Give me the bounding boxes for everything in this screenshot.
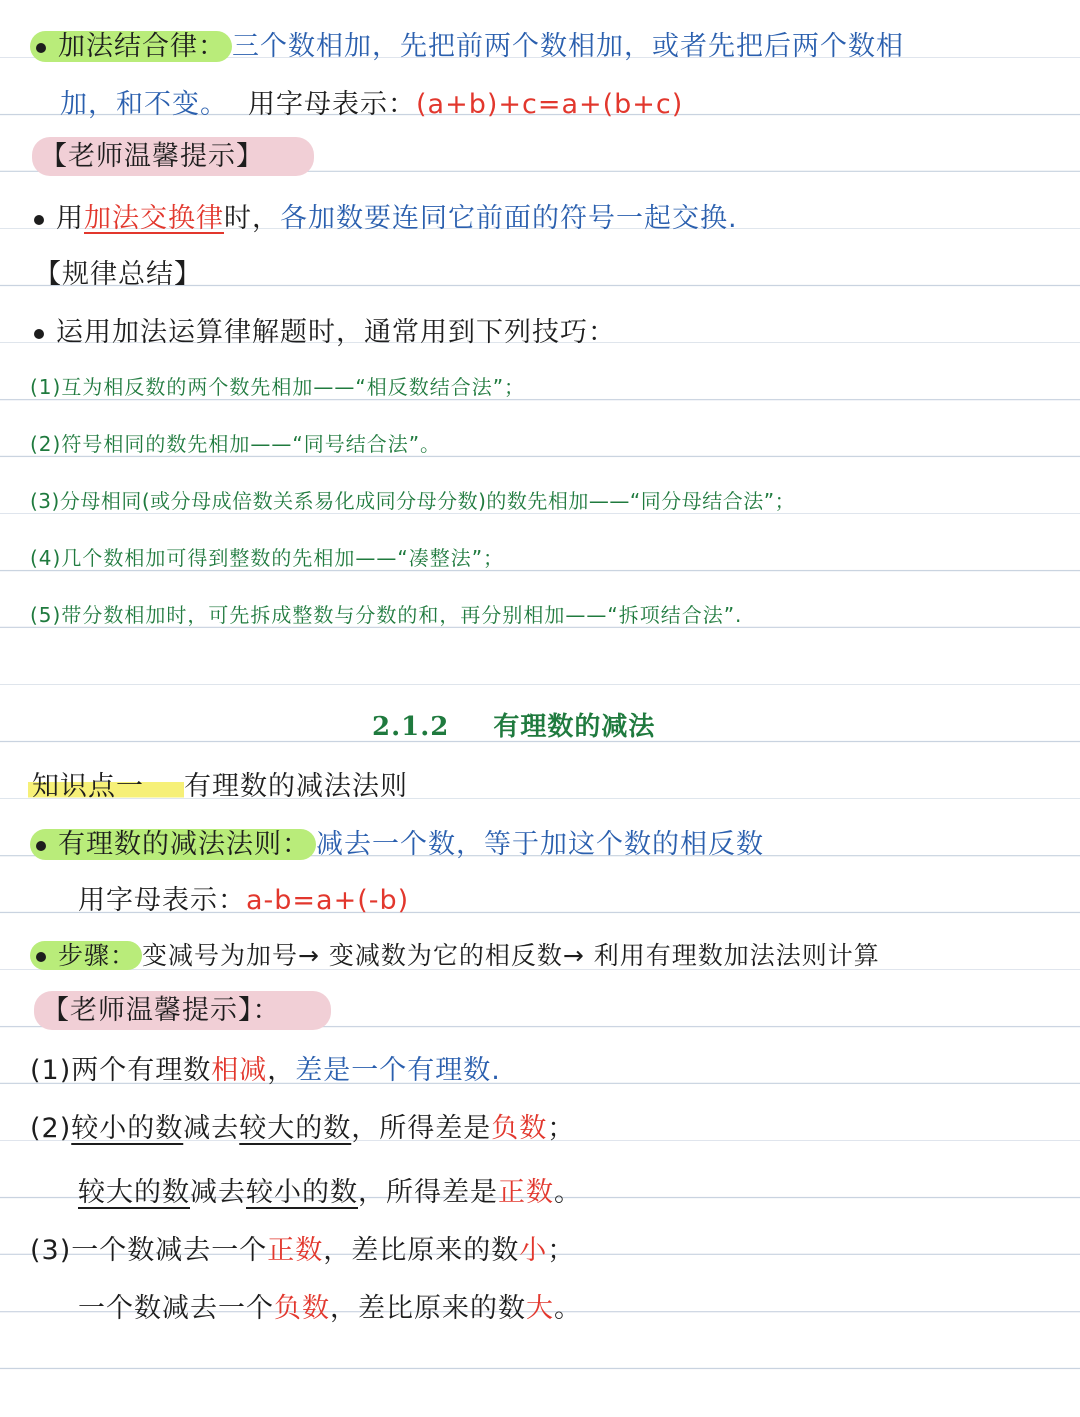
sub-letter-line — [78, 878, 409, 917]
summary-intro: 运用加法运算律解题时，通常用到下列技巧： — [56, 317, 616, 348]
tip-title-line — [32, 134, 314, 173]
point2b-result: ，所得差是 — [358, 1177, 498, 1208]
section-number: 2.1.2 — [372, 712, 450, 742]
point3-end: ； — [547, 1235, 576, 1266]
point2-negative: 负数 — [491, 1113, 548, 1144]
sub-rule-line — [30, 822, 764, 861]
assoc-law-title: 加法结合律： — [58, 31, 226, 62]
tip-highlight: 加法交换律 — [84, 203, 224, 234]
summary-intro-line — [34, 310, 616, 349]
tip-mid: 时， — [224, 203, 280, 234]
point1-line — [30, 1048, 501, 1087]
assoc-law-desc: 三个数相加，先把前两个数相加，或者先把后两个数相 — [232, 31, 904, 62]
point2b-line — [78, 1170, 582, 1209]
tip-item: (1)互为相反数的两个数先相加——“相反数结合法”； — [30, 375, 526, 399]
point1-text: (1)两个有理数 — [30, 1055, 212, 1086]
steps-title: 步骤： — [58, 941, 137, 970]
assoc-letter-label: 用字母表示： — [248, 89, 416, 120]
point1-red: 相减 — [211, 1055, 268, 1086]
tip-item: (5)带分数相加时，可先拆成整数与分数的和，再分别相加——“拆项结合法”. — [30, 603, 743, 627]
knowledge-point-label: 知识点一 — [28, 771, 184, 802]
assoc-law-line — [30, 24, 904, 63]
summary-title-line — [34, 252, 202, 291]
point2b-end: 。 — [554, 1177, 582, 1208]
sub-rule-desc: 减去一个数，等于加这个数的相反数 — [316, 829, 764, 860]
knowledge-point-title: 有理数的减法法则 — [184, 771, 408, 802]
point2b-positive: 正数 — [498, 1177, 554, 1208]
tip-title: 【老师温馨提示】 — [32, 137, 314, 176]
bullet-icon — [34, 215, 44, 225]
point3b-larger: 大 — [526, 1293, 554, 1324]
point2-larger: 较大的数 — [239, 1113, 352, 1144]
tip-prefix: 用 — [56, 203, 84, 234]
point3b-compare: ，差比原来的数 — [330, 1293, 526, 1324]
steps-title-highlight — [30, 941, 142, 970]
section-heading — [372, 706, 655, 743]
point2-smaller: 较小的数 — [71, 1113, 184, 1144]
assoc-law-line2 — [60, 82, 683, 121]
steps-line — [30, 936, 880, 972]
steps-desc: 变减号为加号→ 变减数为它的相反数→ 利用有理数加法法则计算 — [142, 941, 880, 970]
point3b-line — [78, 1286, 582, 1325]
point2-end: ； — [547, 1113, 576, 1144]
tip-item: (2)符号相同的数先相加——“同号结合法”。 — [30, 432, 442, 456]
bullet-icon — [36, 43, 46, 53]
point2-num: (2) — [30, 1113, 72, 1144]
point2-line — [30, 1106, 575, 1145]
point3-compare: ，差比原来的数 — [323, 1235, 520, 1266]
point1-blue: 差是一个有理数. — [295, 1055, 501, 1086]
sub-letter-label: 用字母表示： — [78, 885, 246, 916]
sub-rule-title-highlight — [30, 829, 316, 860]
summary-title: 【规律总结】 — [34, 259, 202, 290]
point2b-minus: 减去 — [190, 1177, 246, 1208]
sub-rule-title: 有理数的减法法则： — [58, 829, 310, 860]
section-title: 有理数的减法 — [493, 712, 656, 742]
assoc-law-title-highlight — [30, 31, 232, 62]
point1-comma: ， — [267, 1055, 296, 1086]
assoc-law-desc-cont: 加，和不变。 — [60, 89, 228, 120]
point2b-smaller: 较小的数 — [246, 1177, 358, 1208]
tip-body: 各加数要连同它前面的符号一起交换. — [280, 203, 738, 234]
point3-positive: 正数 — [267, 1235, 324, 1266]
tip-line — [34, 196, 738, 235]
point3-line — [30, 1228, 575, 1267]
point2-result: ，所得差是 — [351, 1113, 492, 1144]
point2-minus: 减去 — [183, 1113, 240, 1144]
point3b-text: 一个数减去一个 — [78, 1293, 274, 1324]
tip2-title: 【老师温馨提示】： — [34, 991, 331, 1030]
tip-item: (3)分母相同(或分母成倍数关系易化成同分母分数)的数先相加——“同分母结合法”； — [30, 489, 796, 513]
tip2-title-line — [34, 988, 331, 1027]
point3b-negative: 负数 — [274, 1293, 330, 1324]
point2b-larger: 较大的数 — [78, 1177, 190, 1208]
tip-item: (4)几个数相加可得到整数的先相加——“凑整法”； — [30, 546, 505, 570]
point3b-end: 。 — [554, 1293, 582, 1324]
knowledge-point-line — [28, 764, 408, 803]
point3-text: (3)一个数减去一个 — [30, 1235, 268, 1266]
sub-formula: a-b=a+(-b) — [246, 885, 410, 916]
assoc-formula: (a+b)+c=a+(b+c) — [416, 89, 684, 120]
bullet-icon — [36, 952, 46, 962]
bullet-icon — [36, 841, 46, 851]
bullet-icon — [34, 329, 44, 339]
point3-smaller: 小 — [519, 1235, 548, 1266]
